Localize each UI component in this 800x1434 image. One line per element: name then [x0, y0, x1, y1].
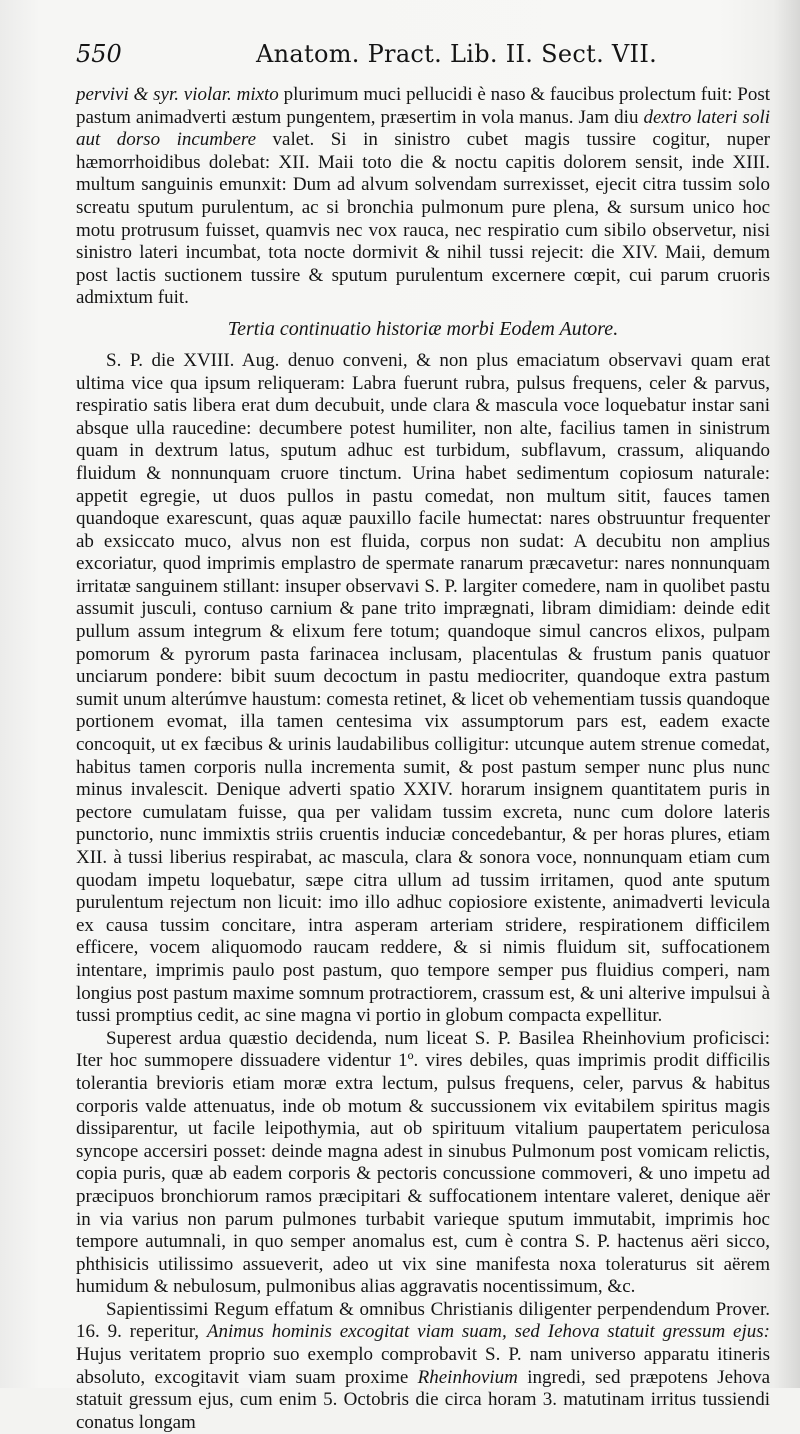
page-number: 550	[76, 40, 122, 68]
text-run: plurimum muci pellucidi è naso & faucibus prolectum fuit: Post pastum animadverti æstum pungentem, præsertim in vola manus. Jam diu	[76, 84, 770, 128]
paragraph-3: Superest ardua quæstio decidenda, num liceat S. P. Basilea Rheinhovium proficisci: Iter hoc summopere dissuadere videntur 1º. vires debiles, quas imprimis prodit difficilis tolerantia brevioris etiam moræ extra lectum, pulsus frequens, celer, parvus & habitus corporis valde attenuatus, inde ob motum & succussionem vix evitabilem spiritus magis dissiparentur, ut facile leipothymia, aut ob spirituum vitalium paupertatem periculosa syncope accersiri posset: deinde magna adest in sinubus Pulmonum post vomicam relictis, copia puris, quæ ab eadem corporis & pectoris concussione commoveri, & uno impetu ad præcipuos bronchiorum ramos præcipitari & suffocationem intentare valeret, denique aër in via varius non parum pulmones turbabit varieque sputum immutabit, imprimis hoc tempore autumnali, in quo semper anomalus est, cum è contra S. P. hactenus aëri sicco, phthisicis utilissimo assueverit, adeo ut vix sine manifesta noxa toleraturus sit aërem humidum & nebulosum, pulmonibus alias aggravatis nocentissimum, &c.	[76, 1027, 770, 1298]
page-header	[76, 40, 770, 84]
text-run: Hujus veritatem proprio suo exemplo comprobavit S. P. nam universo apparatu itineris absoluto, excogitavit viam suam proxime	[76, 1344, 770, 1388]
text-run: ingredi, sed præpotens Jehova statuit gressum ejus, cum enim 5. Octobris die circa horam 3. matutinam irritus tussiendi conatus longam	[76, 1366, 771, 1433]
paragraph-1	[76, 84, 770, 310]
section-subtitle: Tertia continuatio historiæ morbi Eodem Autore.	[227, 317, 619, 340]
italic-quote: Animus hominis excogitat viam suam, sed Iehova statuit gressum ejus:	[206, 1321, 770, 1343]
paragraph-4	[76, 1299, 770, 1434]
text-run: valet. Si in sinistro cubet magis tussire cogitur, nuper hæmorrhoidibus dolebat: XII. Maii toto die & noctu capitis dolorem sensit, inde XIII. multum sanguinis emunxit: Dum ad alvum solvendam surrexisset, ejecit citra tussim solo screatu sputum purulentum, ac si bronchia pulmonum pure plena, & sursum unico hoc motu protrusum fuisset, quamvis nec vox rauca, nec respiratio cum sibilo observetur, nisi sinistro lateri incumbat, tota nocte dormivit & nihil tussi rejecit: die XIV. Maii, demum post lactis suctionem tussire & sputum purulentum excernere cœpit, cui parum cruoris admixtum fuit.	[76, 129, 771, 309]
paragraph-2: S. P. die XVIII. Aug. denuo conveni, & non plus emaciatum observavi quam erat ultima vice qua ipsum reliqueram: Labra fuerunt rubra, pulsus frequens, celer & parvus, respiratio satis libera erat dum decubuit, unde clara & mascula voce loquebatur instar sani absque ulla raucedine: decumbere potest humiliter, non alte, facilius tamen in sinistrum quam in dextrum latus, sputum adhuc est turbidum, subflavum, crassum, aliquando fluidum & nonnunquam cruore tinctum. Urina habet sedimentum copiosum naturale: appetit egregie, ut duos pullos in pastu comedat, non multum sitit, fauces tamen quandoque exarescunt, quas aquæ pauxillo facile humectat: nares obstruuntur frequenter ab exsiccato muco, alvus non est fluida, corpus non sudat: A decubitu non amplius excoriatur, quod imprimis emplastro de spermate ranarum præcavetur: nares nonnunquam irritatæ sanguinem stillant: insuper observavi S. P. largiter comedere, nam in quolibet pastu assumit jusculi, contuso carnium & pane trito imprægnati, libram dimidiam: deinde edit pullum assum integrum & elixum fere totum; quandoque simul cancros elixos, pulpam pomorum & pyrorum pasta farinacea inclusam, placentulas & frustum panis quatuor unciarum pondere: bibit suum decoctum in pastu mediocriter, quandoque extra pastum sumit unum alterúmve haustum: comesta retinet, & licet ob vehementiam tussis quandoque portionem evomat, illa tamen centesima vix assumptorum pars est, eadem exacte concoquit, ut ex fæcibus & urinis laudabilibus colligitur: utcunque autem strenue comedat, habitus tamen corporis nulla incrementa sumit, & post pastum semper nunc plus nunc minus invalescit. Denique adverti spatio XXIV. horarum insignem quantitatem puris in pectore cumulatam fuisse, qua per validam tussim excreta, nunc cum dolore lateris punctorio, nunc immixtis striis cruentis induciæ concedebantur, & per horas plures, etiam XII. à tussi liberius respirabat, ac mascula, clara & sonora voce, nonnunquam etiam cum quodam impetu loquebatur, sæpe citra ullum ad tussim irritamen, quod ante sputum purulentum rejectum non licuit: imo illo adhuc copiosiore existente, animadverti levicula ex causa tussim concitare, intra asperam arteriam stridere, respirationem difficilem efficere, vocem aliquomodo raucam reddere, & si nimis fluidum sit, suffocationem intentare, imprimis paulo post pastum, quo tempore semper pus fluidius comperi, nam longius post pastum maxime somnum protractiorem, crassum est, & uni alterive impulsui à tussi promptius cedit, ac sine magna vi portio in globum compacta expellitur.	[76, 349, 770, 1027]
italic-place: Rheinhovium	[417, 1366, 518, 1388]
body-text	[76, 84, 770, 1434]
italic-phrase: dextro lateri soli aut dorso incumbere	[76, 106, 770, 151]
running-head: Anatom. Pract. Lib. II. Sect. VII.	[256, 40, 658, 68]
italic-phrase: pervivi & syr. violar. mixto	[76, 84, 279, 105]
text-run: Sapientissimi Regum effatum & omnibus Christianis diligenter perpendendum Prover. 16. 9. reperitur,	[76, 1298, 770, 1343]
